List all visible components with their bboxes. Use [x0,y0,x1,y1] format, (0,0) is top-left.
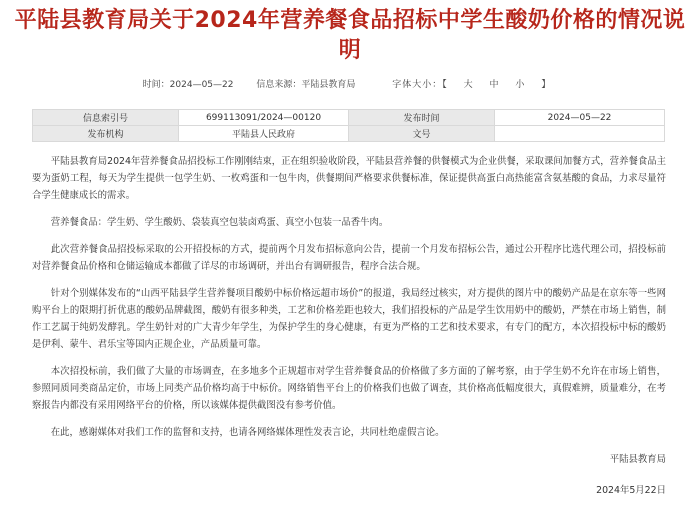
doc-value [495,126,665,142]
info-table [32,109,665,142]
index-value: 699113091/2024—00120 [179,110,349,126]
paragraph-intro: 平陆县教育局2024年营养餐食品招投标工作刚刚结束，正在组织验收阶段，平陆县营养餐的供餐模式为企业供餐，采取课间加餐方式，营养餐食品主要为蛋奶工程，每天为学生提供一包学生奶、一枚鸡蛋和一包牛肉，供餐期间严格要求供餐标准，保证提供高蛋白高热能富含氨基酸的食品，力求尽量符合学生健康成长的需求。 [32,156,666,201]
date-value: 2024—05—22 [495,110,665,126]
title-line-1: 平陆县教育局关于2024年营养餐食品招标中学生酸奶价格的情况说 [14,8,686,33]
title-line-2: 明 [338,38,362,63]
index-label: 信息索引号 [33,110,179,126]
doc-label: 文号 [349,126,495,142]
font-size-label: 字体大小：【 [392,80,448,90]
table-row [33,110,665,126]
paragraph-media-response: 针对个别媒体发布的“山西平陆县学生营养餐项目酸奶中标价格远超市场价”的报道，我局经过核实，对方提供的图片中的酸奶产品是在京东等一些网购平台上的限期打折优惠的酸奶品牌截图，酸奶有很多种类，工艺和价格差距也较大，我们招投标的产品是学生饮用奶中的酸奶，严禁在市场上销售，制作工艺属于纯奶发酵乳。学生奶针对的广大青少年学生，为保护学生的身心健康，有更为严格的工艺和技术要求，有专门的配方，本次招投标中标的酸奶是伊利、蒙牛、君乐宝等国内正规企业，产品质量可靠。 [32,288,666,350]
paragraph-thanks: 在此，感谢媒体对我们工作的监督和支持，也请各网络媒体理性发表言论，共同杜绝虚假言论。 [50,427,445,438]
article-meta [0,78,700,92]
font-size-control [386,80,557,90]
date-label: 发布时间 [349,110,495,126]
font-large-button[interactable]: 大 [463,80,474,90]
paragraph-bidding: 此次营养餐食品招投标采取的公开招投标的方式，提前两个月发布招标意向公告，提前一个月发布招标公告，通过公开程序比选代理公司，招投标前对营养餐食品价格和仓储运输成本都做了详尽的市场调研，并出台有调研报告，程序合法合规。 [32,244,666,272]
sign-date: 2024年5月22日 [596,485,666,496]
page-title [0,6,700,66]
font-medium-button[interactable]: 中 [489,80,500,90]
article-body [32,153,666,509]
signature: 平陆县教育局 [609,454,666,465]
font-small-button[interactable]: 小 [515,80,526,90]
org-label: 发布机构 [33,126,179,142]
paragraph-foods: 营养餐食品：学生奶、学生酸奶、袋装真空包装卤鸡蛋、真空小包装一品香牛肉。 [50,217,389,228]
font-size-close: 】 [541,80,552,90]
org-value: 平陆县人民政府 [179,126,349,142]
table-row [33,126,665,142]
publish-time: 时间：2024—05—22 [142,80,234,90]
info-source: 信息来源：平陆县教育局 [256,80,356,90]
paragraph-market-survey: 本次招投标前，我们做了大量的市场调查，在多地多个正规超市对学生营养餐食品的价格做了多方面的了解考察，由于学生奶不允许在市场上销售，参照同质同类商品定价，市场上同类产品价格均高于中标价。网络销售平台上的价格我们也做了调查，其价格高低幅度很大，真假难辨，质量难分，在考察报告内都没有采用网络平台的价格，所以该媒体提供截图没有参考价值。 [32,366,666,411]
